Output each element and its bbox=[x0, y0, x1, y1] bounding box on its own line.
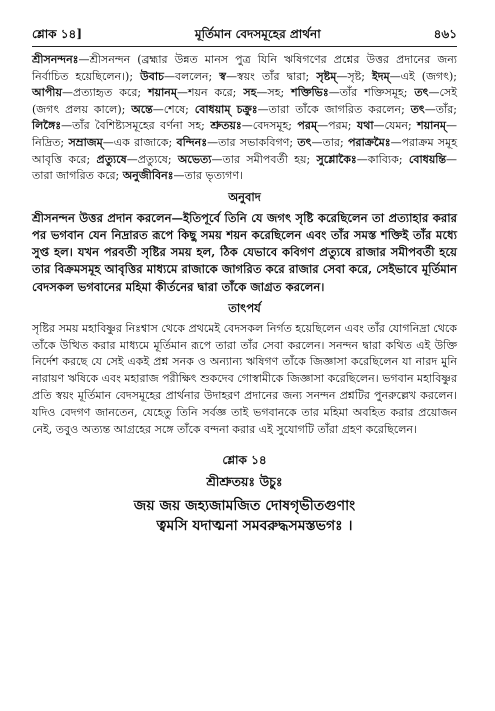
synonym-meaning: —পরাক্রম সমূহ আবৃত্তি করে; bbox=[32, 135, 458, 166]
header-chapter-title: মূর্তিমান বেদসমূহের প্রার্থনা bbox=[194, 27, 321, 41]
synonym-term: তৎ bbox=[410, 102, 425, 116]
synonym-meaning: —সেই (জগৎ প্রলয় কালে); bbox=[32, 86, 457, 116]
synonym-meaning: —তাঁর বৈশিষ্ট্যসমূহের বর্ণনা সহ; bbox=[61, 119, 205, 133]
synonym-term: শয়ানম্ bbox=[148, 86, 177, 100]
synonym-term: অন্তে bbox=[131, 102, 153, 116]
synonym-meaning: —শয়ন করে; bbox=[176, 86, 237, 100]
translation-heading: অনুবাদ bbox=[228, 189, 261, 204]
running-header bbox=[32, 26, 457, 46]
synonym-term: শয়ানম্ bbox=[417, 119, 447, 133]
synonym-term: শ্রুতয়ঃ bbox=[210, 119, 242, 133]
synonym-meaning: —তার সভাকবিগণ; bbox=[207, 135, 294, 149]
synonym-term: বোধয়ন্তি bbox=[408, 152, 447, 166]
synonym-meaning: —তারা তাঁকে জাগরিত করলেন; bbox=[257, 102, 405, 116]
purport-section bbox=[32, 300, 457, 439]
synonym-term: সম্রাজম্ bbox=[68, 135, 103, 149]
synonym-meaning: —বেদসমূহ; bbox=[241, 119, 292, 133]
synonym-term: অনুজীবিনঃ bbox=[122, 169, 174, 183]
synonym-meaning: —স্বয়ং তাঁর দ্বারা; bbox=[226, 69, 310, 83]
synonym-meaning: —তার ভৃত্যগণ। bbox=[173, 169, 243, 183]
verse-line-2: ত্বমসি যদাত্মনা সমবরুদ্ধসমস্তভগঃ । bbox=[156, 518, 353, 535]
synonym-term: পরাক্রমৈঃ bbox=[348, 135, 391, 149]
synonym-term: শ্রীসনন্দনঃ bbox=[32, 53, 79, 66]
synonym-term: প্রত্যুষে bbox=[96, 152, 127, 166]
synonym-meaning: —সহ; bbox=[256, 86, 285, 100]
synonym-meaning: —বললেন; bbox=[163, 69, 213, 83]
synonym-meaning: —শ্রীসনন্দন (ব্রহ্মার উন্নত মানস পুত্র যিনি ঋষিগণের প্রশ্নের উত্তর প্রদানের জন্য নির্বাচিত হয়েছিলেন।); bbox=[32, 53, 457, 83]
synonym-meaning: —নিদ্রিত; bbox=[32, 119, 458, 149]
synonym-meaning: —তাঁর; bbox=[424, 102, 457, 116]
synonym-term: স্ব bbox=[219, 69, 226, 83]
synonym-term: শক্তিভিঃ bbox=[291, 86, 329, 100]
synonym-term: তৎ bbox=[297, 135, 312, 149]
verse-speaker: শ্রীশ্রুতয়ঃ উচুঃ bbox=[206, 474, 283, 490]
synonym-meaning: —প্রত্যুষে; bbox=[126, 152, 172, 166]
synonym-meaning: —কাব্যিক; bbox=[356, 152, 403, 166]
synonym-term: বন্দিনঃ bbox=[176, 135, 208, 149]
word-for-word-synonyms bbox=[32, 52, 457, 185]
synonym-term: সুশ্লোকৈঃ bbox=[316, 152, 357, 166]
synonym-term: তৎ bbox=[414, 86, 429, 100]
synonym-meaning: —যেমন; bbox=[373, 119, 412, 133]
header-verse-ref: শ্লোক ১৪] bbox=[32, 27, 83, 41]
synonym-term: লিঙ্গৈঃ bbox=[32, 119, 62, 133]
synonym-meaning: —তার সমীপবর্তী হয়; bbox=[211, 152, 311, 166]
synonym-term: ইদম্ bbox=[372, 69, 390, 83]
verse-number: শ্লোক ১৪ bbox=[222, 453, 267, 468]
synonym-meaning: —তাঁর শক্তিসমূহ; bbox=[328, 86, 408, 100]
synonym-term: পরম্ bbox=[297, 119, 318, 133]
synonym-meaning: —পরম; bbox=[317, 119, 352, 133]
page-number: ৪৬১ bbox=[433, 27, 457, 41]
synonym-term: সহ bbox=[243, 86, 257, 100]
synonym-meaning: —প্রত্যাহৃত করে; bbox=[61, 86, 142, 100]
synonym-meaning: —শেষে; bbox=[152, 102, 189, 116]
synonym-term: উবাচ bbox=[140, 69, 164, 83]
synonym-term: যথা bbox=[356, 119, 374, 133]
synonym-meaning: —তারা জাগরিত করে; bbox=[32, 152, 458, 183]
header-rule bbox=[32, 46, 457, 47]
purport-text: সৃষ্টির সময় মহাবিষ্ণুর নিঃশ্বাস থেকে প্রথমেই বেদসকল নির্গত হয়েছিলেন এবং তাঁর যোগনিদ্রা থেকে তাঁকে উত্থিত করার মাধ্যমে মূর্তিমান রূপে তারা তাঁর সেবা করলেন। সনন্দন দ্বারা কথিত এই উক্তি নির্দেশ করছে যে সেই একই প্রশ্ন সনক ও অন্যান্য ঋষিগণ তাঁকে জিজ্ঞাসা করেছিলেন যা নারদ মুনি নারায়ণ ঋষিকে এবং মহারাজ পরীক্ষিৎ শুকদেব গোস্বামীকে জিজ্ঞাসা করেছিলেন। ভগবান মহাবিষ্ণুর প্রতি স্বয়ং মূর্তিমান বেদসমূহের প্রার্থনার উদাহরণ প্রদানের জন্য সনন্দন প্রশ্নটির পুনরুল্লেখ করলেন। যদিও বেদগণ জানতেন, যেহেতু তিনি সর্বজ্ঞ তাই ভগবানকে তার মহিমা অবহিত করার প্রয়োজন নেই, তবুও অত্যন্ত আগ্রহের সঙ্গে তাঁকে বন্দনা করার এই সুযোগটি তাঁরা গ্রহণ করেছিলেন। bbox=[32, 321, 457, 436]
purport-heading: তাৎপর্য bbox=[228, 300, 261, 315]
page-content bbox=[32, 52, 457, 536]
synonym-term: আপীয় bbox=[32, 86, 62, 100]
synonym-term: অভেত্য bbox=[177, 152, 212, 166]
verse-line-1: জয় জয় জহ্যজামজিত দোষগৃভীতগুণাং bbox=[133, 498, 356, 515]
synonym-term: সৃষ্টম্ bbox=[316, 69, 337, 83]
verse-block bbox=[32, 452, 457, 536]
synonym-meaning: —তার; bbox=[311, 135, 344, 149]
synonym-meaning: —এই (জগৎ); bbox=[389, 69, 458, 83]
translation-text: শ্রীসনন্দন উত্তর প্রদান করলেন—ইতিপূর্বে তিনি যে জগৎ সৃষ্টি করেছিলেন তা প্রত্যাহার করার পর ভগবান যেন নিদ্রারত রূপে কিছু সময় শয়ন করেছিলেন এবং তাঁর সমস্ত শক্তিই তাঁর মধ্যে সুপ্ত হল। যখন পরবর্তী সৃষ্টির সময় হল, ঠিক যেভাবে কবিগণ প্রত্যুষে রাজার সমীপবর্তী হয়ে তার বিক্রমসমূহ আবৃত্তির মাধ্যমে রাজাকে জাগরিত করে রাজার সেবা করে, সেইভাবে মূর্তিমান বেদসকল ভগবানের মহিমা কীর্তনের দ্বারা তাঁকে জাগ্রত করলেন। bbox=[32, 210, 457, 294]
synonym-meaning: —এক রাজাকে; bbox=[102, 135, 173, 149]
translation-section bbox=[32, 189, 457, 296]
synonym-term: বোধয়াম্ চক্রুঃ bbox=[194, 102, 258, 116]
synonym-meaning: —সৃষ্ট; bbox=[336, 69, 365, 83]
